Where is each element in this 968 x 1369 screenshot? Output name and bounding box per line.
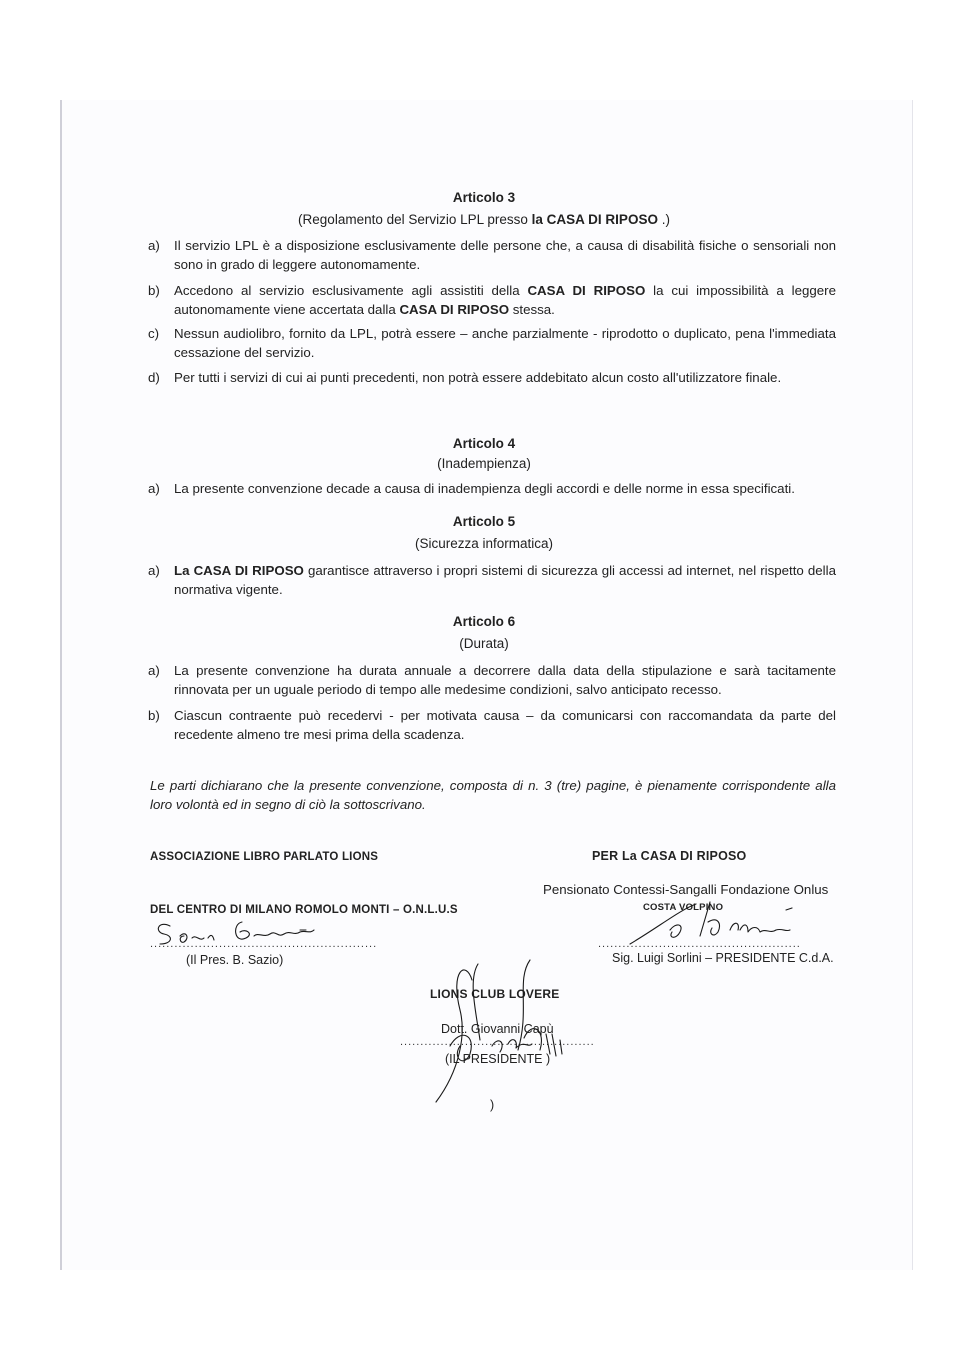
- closing-statement: Le parti dichiarano che la presente convenzione, composta di n. 3 (tre) pagine, è pienamente corrispondente alla loro volontà ed in segno di ciò la sottoscrivano.: [150, 778, 836, 812]
- article-6-title: Articolo 6: [452, 614, 516, 629]
- article-5-title: Articolo 5: [452, 514, 516, 529]
- left-organization-line2: DEL CENTRO DI MILANO ROMOLO MONTI – O.N.L.U.S: [150, 904, 458, 916]
- article-4-subtitle: (Inadempienza): [437, 456, 531, 471]
- article-6-subtitle: (Durata): [459, 636, 509, 651]
- article-4-title: Articolo 4: [452, 436, 516, 451]
- left-signer: (Il Pres. B. Sazio): [186, 953, 284, 967]
- center-signature-line: ................................................: [400, 1036, 595, 1048]
- right-heading: PER La CASA DI RIPOSO: [592, 849, 747, 863]
- left-signature-line: ........................................................: [150, 938, 378, 950]
- article-5-subtitle: (Sicurezza informatica): [414, 536, 554, 551]
- left-organization-line1: ASSOCIAZIONE LIBRO PARLATO LIONS: [150, 851, 379, 863]
- center-signer-name: Dott. Giovanni Capù: [441, 1022, 554, 1036]
- right-signature-line: ..................................................: [598, 938, 801, 950]
- right-place: COSTA VOLPINO: [643, 902, 724, 913]
- center-signer-role: (IL PRESIDENTE ): [445, 1052, 551, 1066]
- article-3-title: Articolo 3: [452, 190, 516, 205]
- center-signature-image: [420, 950, 590, 1110]
- right-organization: Pensionato Contessi-Sangalli Fondazione Onlus: [543, 882, 829, 897]
- article-3-subtitle: (Regolamento del Servizio LPL presso la CASA DI RIPOSO .): [298, 212, 670, 227]
- center-organization: LIONS CLUB LOVERE: [430, 987, 560, 1001]
- right-signer: Sig. Luigi Sorlini – PRESIDENTE C.d.A.: [612, 951, 834, 965]
- stray-mark: ): [490, 1098, 495, 1112]
